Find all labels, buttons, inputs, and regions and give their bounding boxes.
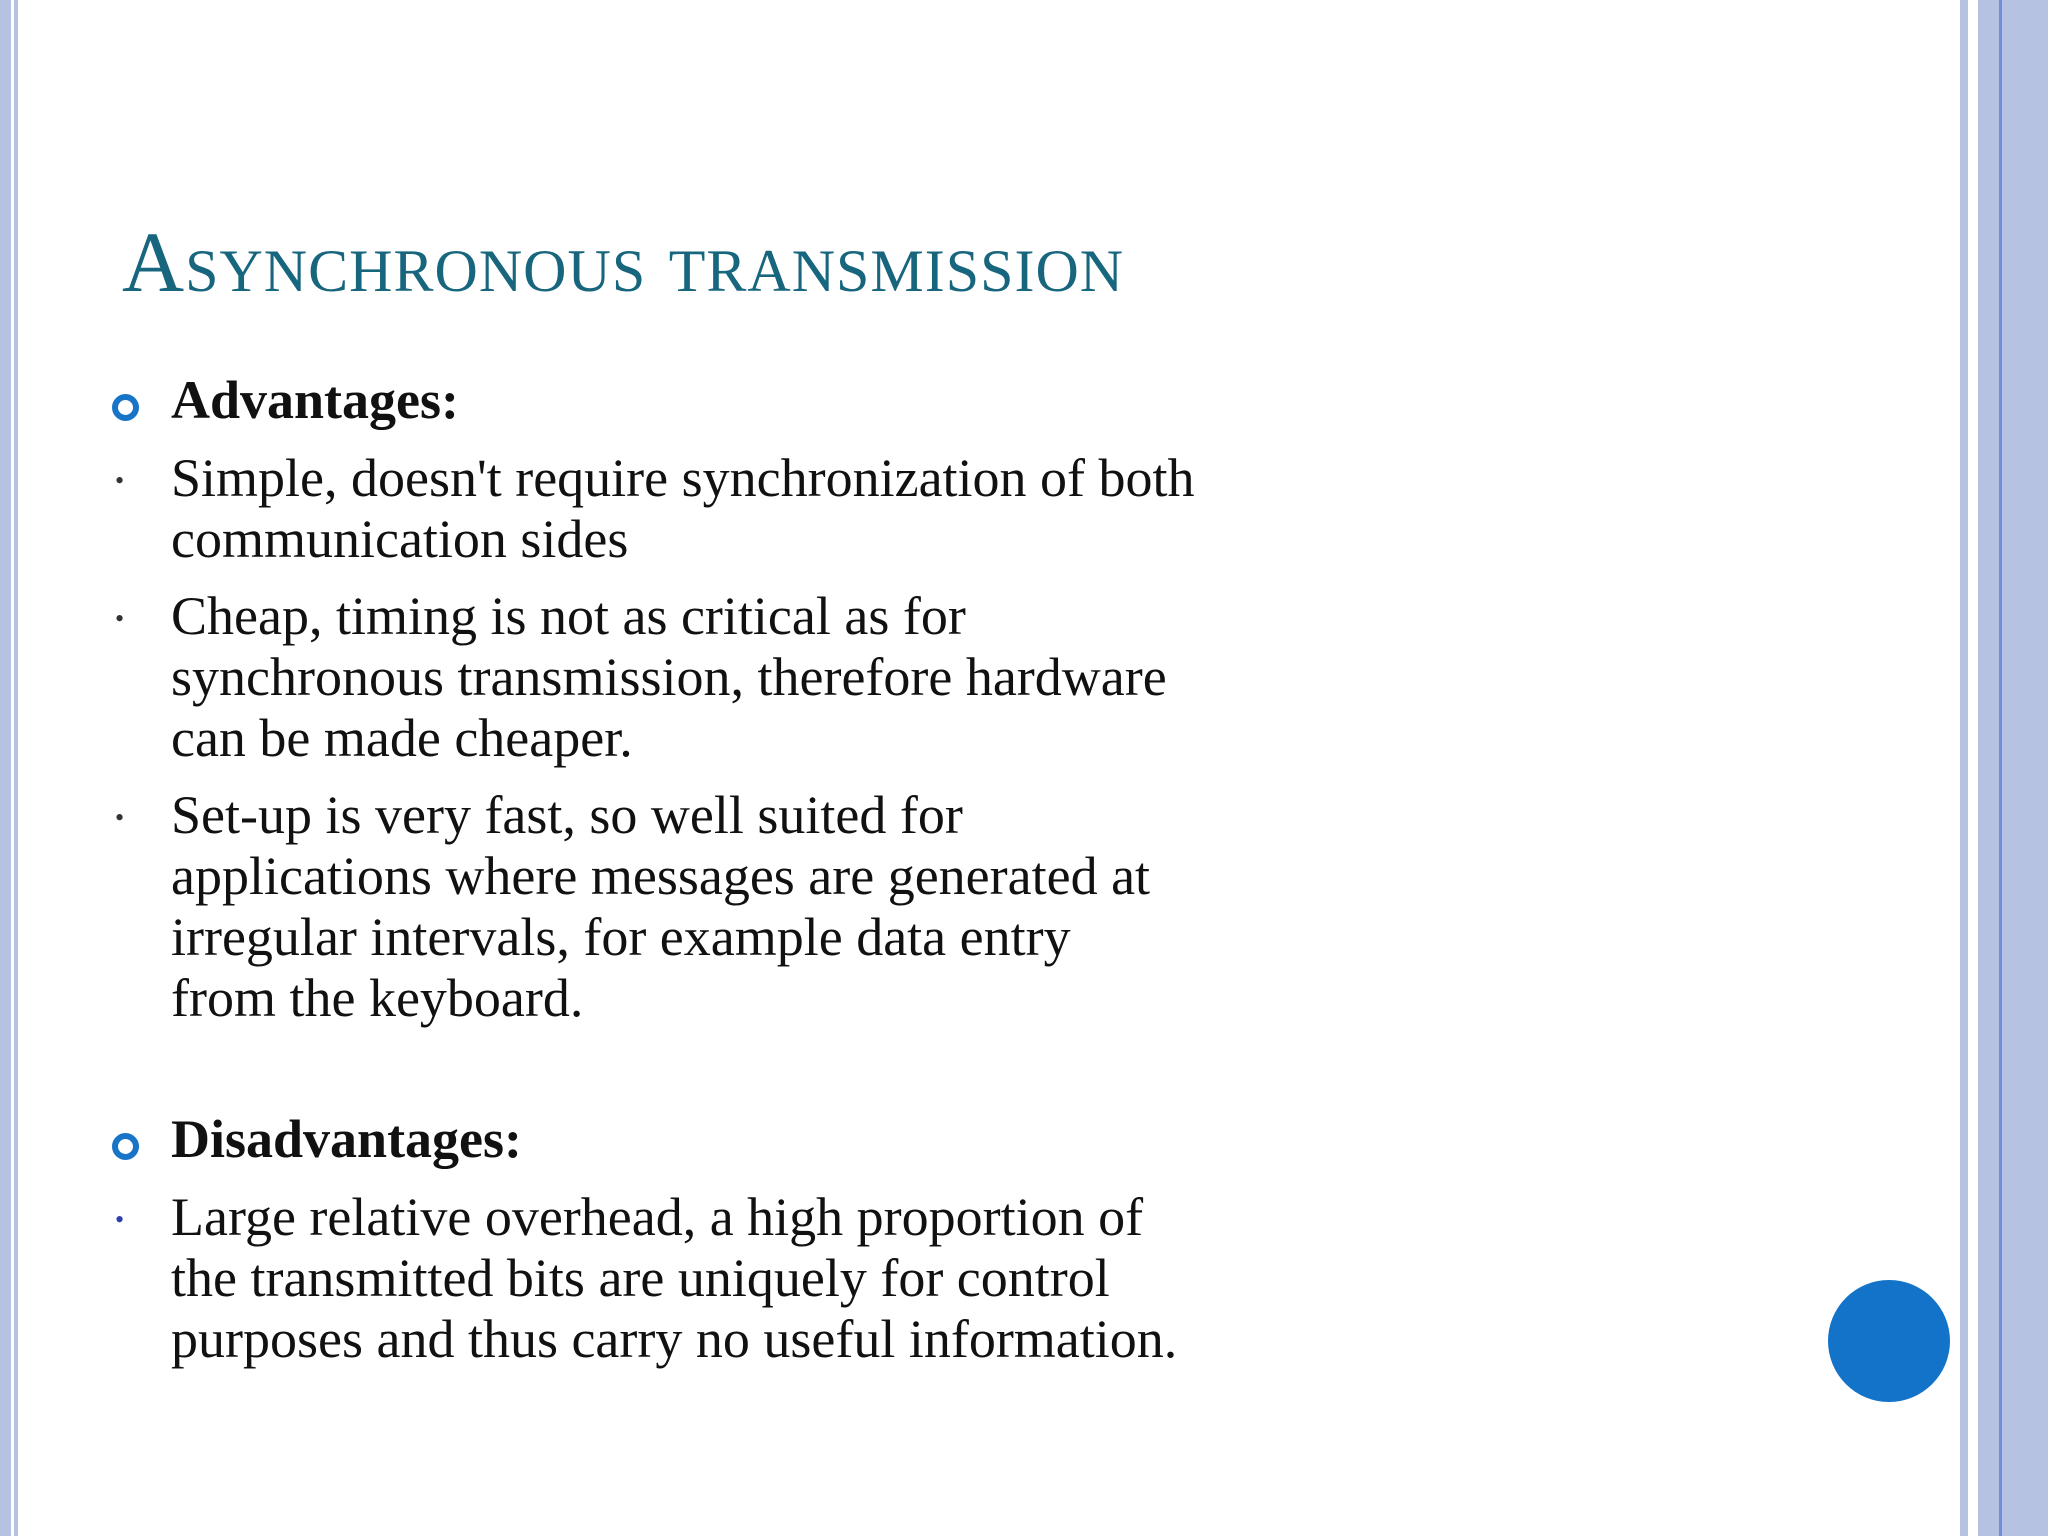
list-item: [0, 1187, 1500, 1370]
list-item-line: applications where messages are generated at: [171, 846, 1151, 906]
advantages-heading: Advantages:: [171, 370, 460, 430]
right-border-stripe-thin: [1960, 0, 1968, 1536]
ring-bullet-icon: [112, 394, 139, 421]
list-item-line: communication sides: [171, 509, 629, 569]
list-item: [0, 448, 1500, 570]
slide-content: [0, 370, 1500, 1370]
list-item-line: purposes and thus carry no useful information.: [171, 1309, 1178, 1369]
list-item: [0, 586, 1500, 769]
list-item-line: Large relative overhead, a high proportion of: [171, 1187, 1144, 1247]
list-item-line: can be made cheaper.: [171, 708, 633, 768]
list-item-line: Simple, doesn't require synchronization of both: [171, 448, 1195, 508]
slide-title: Asynchronous transmission: [122, 214, 1125, 310]
bullet-dot-icon: •: [115, 1205, 125, 1234]
ring-bullet-icon: [112, 1133, 139, 1160]
list-item-line: Cheap, timing is not as critical as for: [171, 586, 966, 646]
bullet-dot-icon: •: [115, 803, 125, 832]
list-item-line: from the keyboard.: [171, 968, 584, 1028]
list-item-line: irregular intervals, for example data entry: [171, 907, 1071, 967]
advantages-heading-row: [0, 370, 1500, 442]
bullet-dot-icon: •: [115, 604, 125, 633]
decorative-circle: [1828, 1280, 1950, 1402]
disadvantages-heading: Disadvantages:: [171, 1109, 523, 1169]
list-item-line: synchronous transmission, therefore hardware: [171, 647, 1167, 707]
list-item-line: the transmitted bits are uniquely for control: [171, 1248, 1110, 1308]
right-border-stripe: [1978, 0, 1999, 1536]
list-item: [0, 785, 1500, 1029]
bullet-dot-icon: •: [115, 466, 125, 495]
list-item-line: Set-up is very fast, so well suited for: [171, 785, 963, 845]
right-border-stripe-outer: [2002, 0, 2048, 1536]
disadvantages-heading-row: [0, 1109, 1500, 1181]
